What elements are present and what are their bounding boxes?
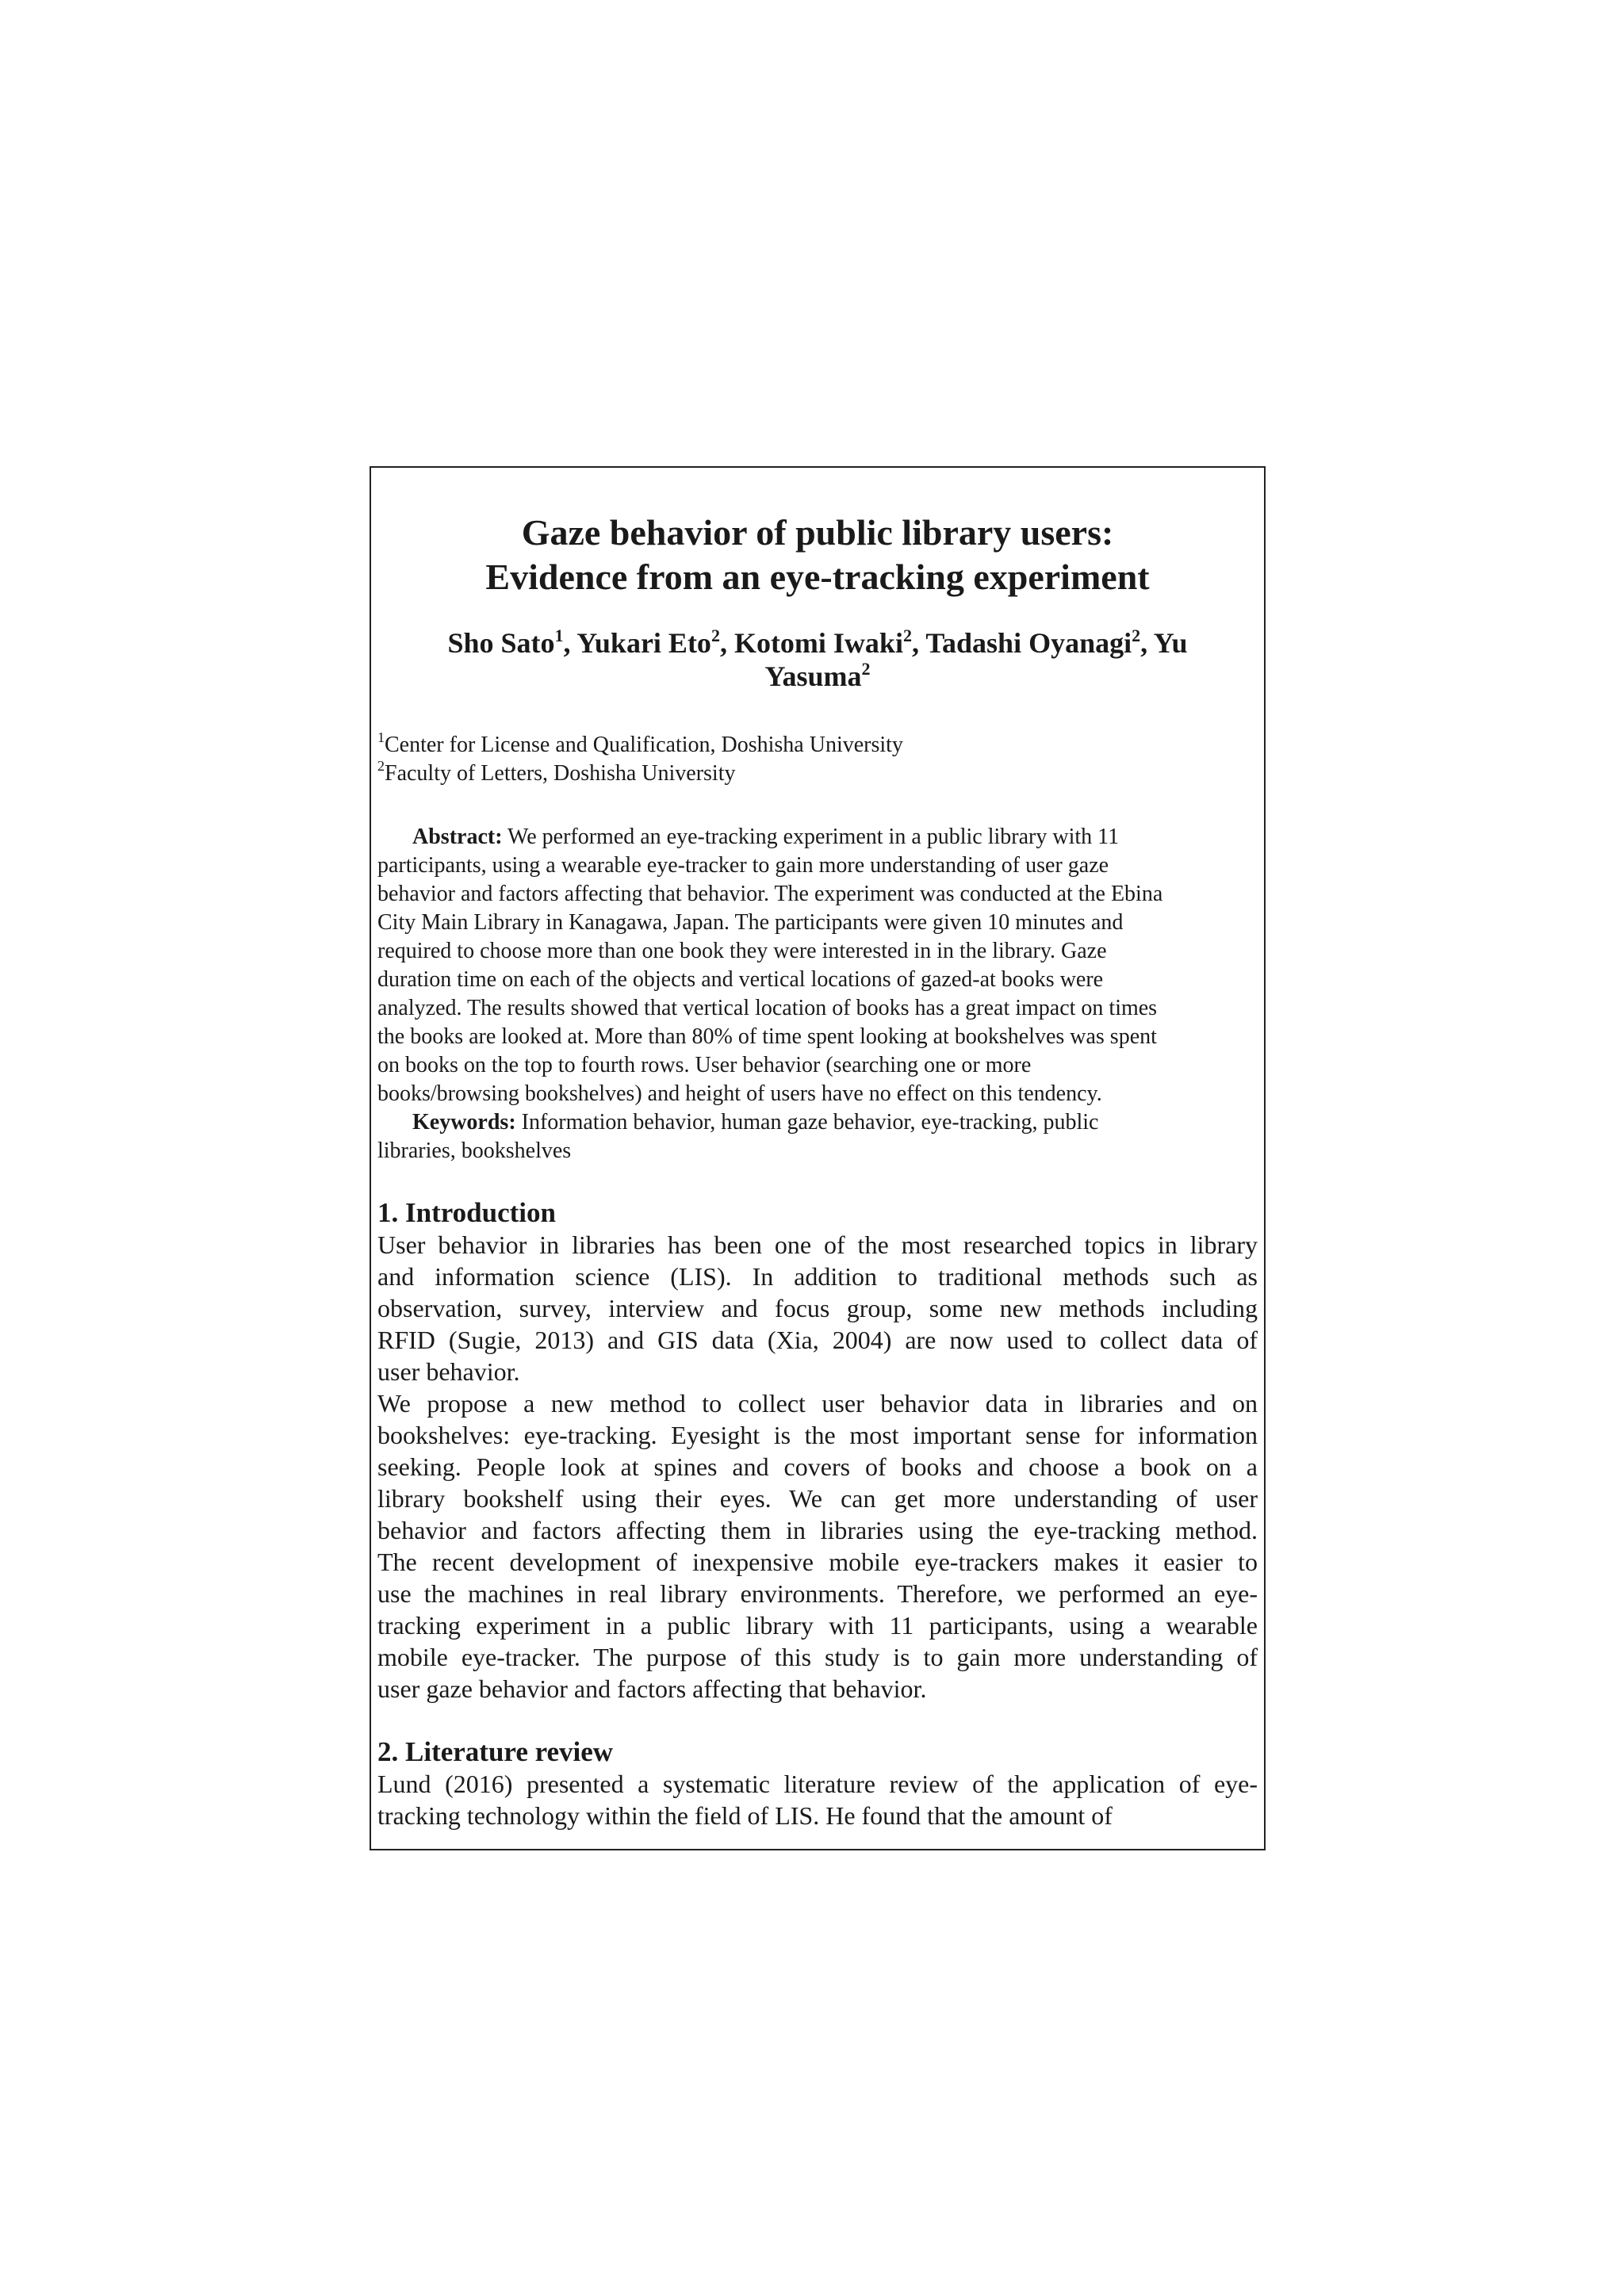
author-name: Yukari Eto	[576, 627, 711, 659]
author-list-continued	[371, 660, 1264, 693]
author-name: Kotomi Iwaki	[733, 627, 903, 659]
keywords-line	[377, 1108, 1293, 1137]
intro-line: User behavior in libraries has been one of the most researched topics in library	[377, 1230, 1258, 1259]
intro-line: We propose a new method to collect user behavior data in libraries and on	[377, 1389, 1258, 1418]
author-separator: ,	[563, 627, 577, 659]
affiliation-1	[377, 731, 903, 760]
abstract-line: analyzed. The results showed that vertical location of books has a great impact on times	[377, 996, 1158, 1020]
author-name: Tadashi Oyanagi	[925, 627, 1132, 659]
author-affiliation-mark: 2	[710, 626, 720, 645]
author-name: Yasuma	[764, 660, 862, 692]
author-affiliation-mark: 2	[1132, 626, 1141, 645]
author-separator: ,	[911, 627, 926, 659]
author-name: Sho Sato	[447, 627, 555, 659]
keywords-line: libraries, bookshelves	[377, 1138, 572, 1163]
intro-line: user gaze behavior and factors affecting that behavior.	[377, 1674, 927, 1703]
abstract-line: on books on the top to fourth rows. User behavior (searching one or more	[377, 1053, 1032, 1077]
affiliation-mark: 1	[377, 729, 385, 745]
intro-line: mobile eye-tracker. The purpose of this study is to gain more understanding of	[377, 1643, 1258, 1671]
keywords-label: Keywords:	[412, 1110, 516, 1135]
abstract-line: participants, using a wearable eye-tracker to gain more understanding of user gaze	[377, 853, 1109, 878]
author-separator: , Yu	[1140, 627, 1188, 659]
affiliation-mark: 2	[377, 758, 385, 774]
author-affiliation-mark: 1	[554, 626, 564, 645]
keywords-text: Information behavior, human gaze behavior, eye-tracking, public	[515, 1110, 1099, 1135]
affiliation-text: Center for License and Qualification, Doshisha University	[385, 733, 903, 757]
author-separator: ,	[719, 627, 734, 659]
intro-line: observation, survey, interview and focus group, some new methods including	[377, 1294, 1258, 1322]
literature-line: Lund (2016) presented a systematic literature review of the application of eye-	[377, 1770, 1258, 1798]
intro-line: tracking experiment in a public library with 11 participants, using a wearable	[377, 1611, 1258, 1640]
abstract-line: behavior and factors affecting that behavior. The experiment was conducted at the Ebina	[377, 882, 1163, 906]
author-affiliation-mark: 2	[902, 626, 912, 645]
intro-line: user behavior.	[377, 1357, 520, 1386]
abstract-text: We performed an eye-tracking experiment in a public library with 11	[502, 825, 1120, 849]
affiliation-text: Faculty of Letters, Doshisha University	[385, 761, 736, 786]
abstract-line: City Main Library in Kanagawa, Japan. The participants were given 10 minutes and	[377, 910, 1124, 935]
intro-line: use the machines in real library environments. Therefore, we performed an eye-	[377, 1579, 1258, 1608]
intro-line: The recent development of inexpensive mobile eye-trackers makes it easier to	[377, 1548, 1258, 1576]
intro-line: RFID (Sugie, 2013) and GIS data (Xia, 2004) are now used to collect data of	[377, 1326, 1258, 1354]
paper-title-line-1: Gaze behavior of public library users:	[521, 512, 1114, 553]
abstract-line: required to choose more than one book they were interested in in the library. Gaze	[377, 939, 1107, 963]
abstract-label: Abstract:	[412, 825, 503, 849]
abstract-line: the books are looked at. More than 80% of time spent looking at bookshelves was spent	[377, 1024, 1157, 1049]
intro-line: library bookshelf using their eyes. We can get more understanding of user	[377, 1484, 1258, 1513]
section-heading-literature-review: 2. Literature review	[377, 1736, 614, 1767]
abstract-line: books/browsing bookshelves) and height of users have no effect on this tendency.	[377, 1081, 1102, 1106]
author-list	[371, 626, 1264, 660]
abstract-line: duration time on each of the objects and vertical locations of gazed-at books were	[377, 967, 1104, 992]
affiliation-2	[377, 760, 735, 788]
intro-line: bookshelves: eye-tracking. Eyesight is the most important sense for information	[377, 1421, 1258, 1449]
paper-page-frame	[370, 466, 1266, 1850]
intro-line: seeking. People look at spines and covers of books and choose a book on a	[377, 1452, 1258, 1481]
author-affiliation-mark: 2	[861, 659, 871, 679]
intro-line: and information science (LIS). In addition to traditional methods such as	[377, 1262, 1258, 1291]
abstract-line	[377, 823, 1293, 851]
section-heading-introduction: 1. Introduction	[377, 1197, 556, 1228]
paper-title-line-2: Evidence from an eye-tracking experiment	[485, 557, 1150, 597]
intro-line: behavior and factors affecting them in libraries using the eye-tracking method.	[377, 1516, 1258, 1544]
literature-line: tracking technology within the field of LIS. He found that the amount of	[377, 1801, 1113, 1830]
